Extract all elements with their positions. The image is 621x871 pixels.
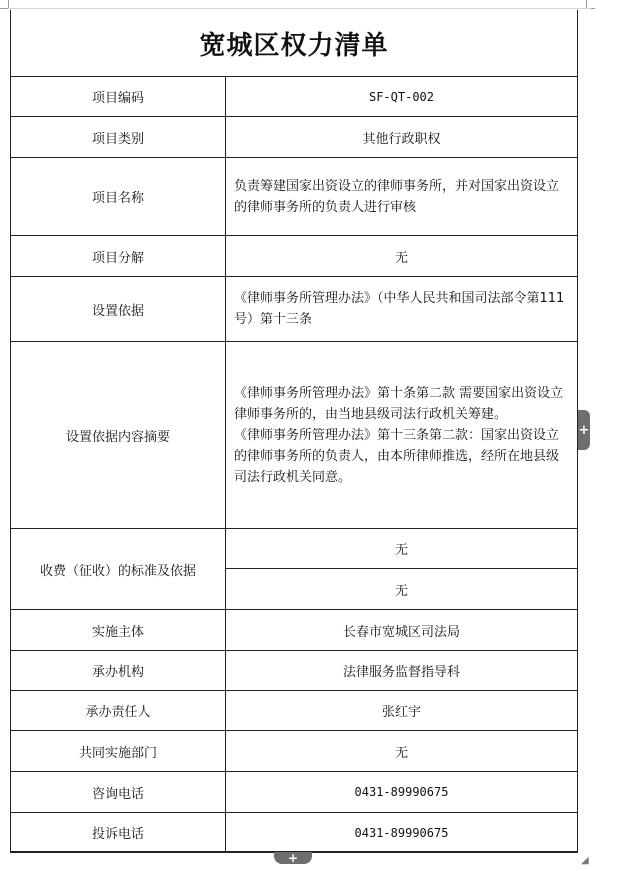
row-key: 项目名称 — [11, 158, 226, 236]
row-value: 长春市宽城区司法局 — [226, 610, 578, 651]
table-row — [11, 529, 578, 569]
power-list-table — [10, 76, 578, 853]
page-top-guide — [8, 8, 591, 9]
row-key: 承办机构 — [11, 651, 226, 691]
document-title: 宽城区权力清单 — [10, 10, 578, 76]
table-row — [11, 731, 578, 772]
summary-line: 《律师事务所管理办法》第十条第二款 需要国家出资设立律师事务所的，由当地县级司法行政机关筹建。 — [234, 385, 564, 422]
table-row — [11, 610, 578, 651]
summary-line: 《律师事务所管理办法》第十三条第二款：国家出资设立的律师事务所的负责人，由本所律师推选，经所在地县级司法行政机关同意。 — [234, 427, 560, 485]
row-key: 项目类别 — [11, 117, 226, 158]
row-key: 项目编码 — [11, 77, 226, 117]
row-value: 无 — [226, 569, 578, 610]
row-key: 投诉电话 — [11, 813, 226, 853]
table-row — [11, 772, 578, 813]
row-value: SF-QT-002 — [226, 77, 578, 117]
row-key: 收费（征收）的标准及依据 — [11, 529, 226, 610]
row-value: 0431-89990675 — [226, 813, 578, 853]
expand-bottom-plus-icon[interactable]: + — [274, 852, 312, 864]
row-key: 项目分解 — [11, 236, 226, 277]
row-value: 无 — [226, 529, 578, 569]
row-key: 咨询电话 — [11, 772, 226, 813]
row-value — [226, 342, 578, 529]
table-row — [11, 117, 578, 158]
row-key: 设置依据内容摘要 — [11, 342, 226, 529]
row-value: 法律服务监督指导科 — [226, 651, 578, 691]
row-key: 实施主体 — [11, 610, 226, 651]
row-key: 承办责任人 — [11, 691, 226, 731]
row-value: 负责筹建国家出资设立的律师事务所，并对国家出资设立的律师事务所的负责人进行审核 — [226, 158, 578, 236]
table-row — [11, 342, 578, 529]
row-key: 设置依据 — [11, 277, 226, 342]
table-row — [11, 158, 578, 236]
expand-right-plus-icon[interactable]: + — [578, 410, 590, 450]
row-value: 其他行政职权 — [226, 117, 578, 158]
resize-grip-icon[interactable]: ◢ — [581, 855, 589, 866]
row-value: 0431-89990675 — [226, 772, 578, 813]
table-row — [11, 813, 578, 853]
table-row — [11, 77, 578, 117]
row-value: 张红宇 — [226, 691, 578, 731]
table-row — [11, 236, 578, 277]
row-key: 共同实施部门 — [11, 731, 226, 772]
table-row — [11, 651, 578, 691]
table-row — [11, 277, 578, 342]
row-value: 无 — [226, 731, 578, 772]
row-value: 无 — [226, 236, 578, 277]
row-value: 《律师事务所管理办法》（中华人民共和国司法部令第111号）第十三条 — [226, 277, 578, 342]
table-row — [11, 691, 578, 731]
